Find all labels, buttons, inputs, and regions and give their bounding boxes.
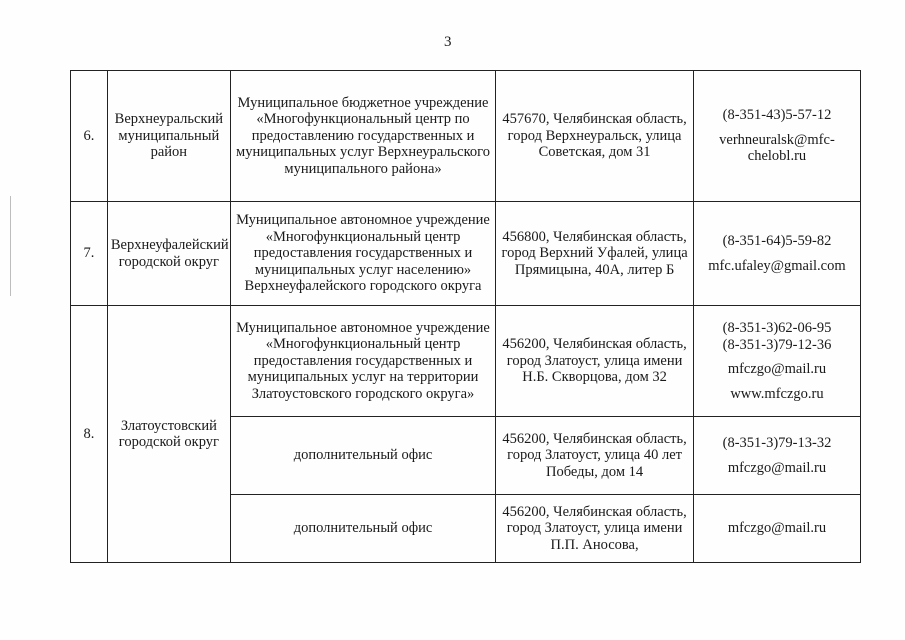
institution-name: дополнительный офис xyxy=(230,417,495,495)
address: 456200, Челябинская область, город Златоуст, улица 40 лет Победы, дом 14 xyxy=(496,417,694,495)
email: verhneuralsk@mfc-chelobl.ru xyxy=(719,131,835,165)
institution-name: дополнительный офис xyxy=(230,495,495,563)
contacts xyxy=(693,495,860,563)
table-row xyxy=(71,202,861,306)
address: 456200, Челябинская область, город Златоуст, улица имени Н.Б. Скворцова, дом 32 xyxy=(496,306,694,417)
institution-name: Муниципальное автономное учреждение «Многофункциональный центр предоставления государственных и муниципальных услуг на территории Златоустовского городского округа» xyxy=(230,306,495,417)
phone: (8-351-64)5-59-82 xyxy=(722,233,832,249)
institution-name: Муниципальное автономное учреждение «Многофункциональный центр предоставления государственных и муниципальных услуг населению» Верхнеуфалейского городского округа xyxy=(230,202,495,306)
email: mfczgo@mail.ru xyxy=(727,459,827,476)
table-row xyxy=(71,71,861,202)
address: 457670, Челябинская область, город Верхнеуральск, улица Советская, дом 31 xyxy=(496,71,694,202)
address: 456800, Челябинская область, город Верхний Уфалей, улица Прямицына, 40А, литер Б xyxy=(496,202,694,306)
phone: (8-351-43)5-57-12 xyxy=(722,107,832,124)
contacts xyxy=(693,306,860,417)
page-number: 3 xyxy=(444,34,452,50)
row-number: 8. xyxy=(71,306,108,563)
email: mfczgo@mail.ru xyxy=(727,361,827,377)
contacts xyxy=(693,417,860,495)
table-row xyxy=(71,306,861,417)
district-name: Верхнеуральский муниципальный район xyxy=(107,71,230,202)
email: mfc.ufaley@gmail.com xyxy=(708,257,846,274)
email: mfczgo@mail.ru xyxy=(727,520,827,537)
contacts xyxy=(693,71,860,202)
phone: (8-351-3)79-12-36 xyxy=(722,336,832,353)
scan-margin-line xyxy=(10,196,11,296)
phone: (8-351-3)79-13-32 xyxy=(722,435,832,451)
phone: (8-351-3)62-06-95 xyxy=(722,320,832,336)
mfc-table xyxy=(70,70,861,563)
website: www.mfczgo.ru xyxy=(730,385,824,402)
address: 456200, Челябинская область, город Златоуст, улица имени П.П. Аносова, xyxy=(496,495,694,563)
row-number: 6. xyxy=(71,71,108,202)
row-number: 7. xyxy=(71,202,108,306)
district-name: Верхнеуфалейский городской округ xyxy=(107,202,230,306)
district-name: Златоустовский городской округ xyxy=(107,306,230,563)
contacts xyxy=(693,202,860,306)
institution-name: Муниципальное бюджетное учреждение «Многофункциональный центр по предоставлению государственных и муниципальных услуг Верхнеуральского муниципального района» xyxy=(230,71,495,202)
